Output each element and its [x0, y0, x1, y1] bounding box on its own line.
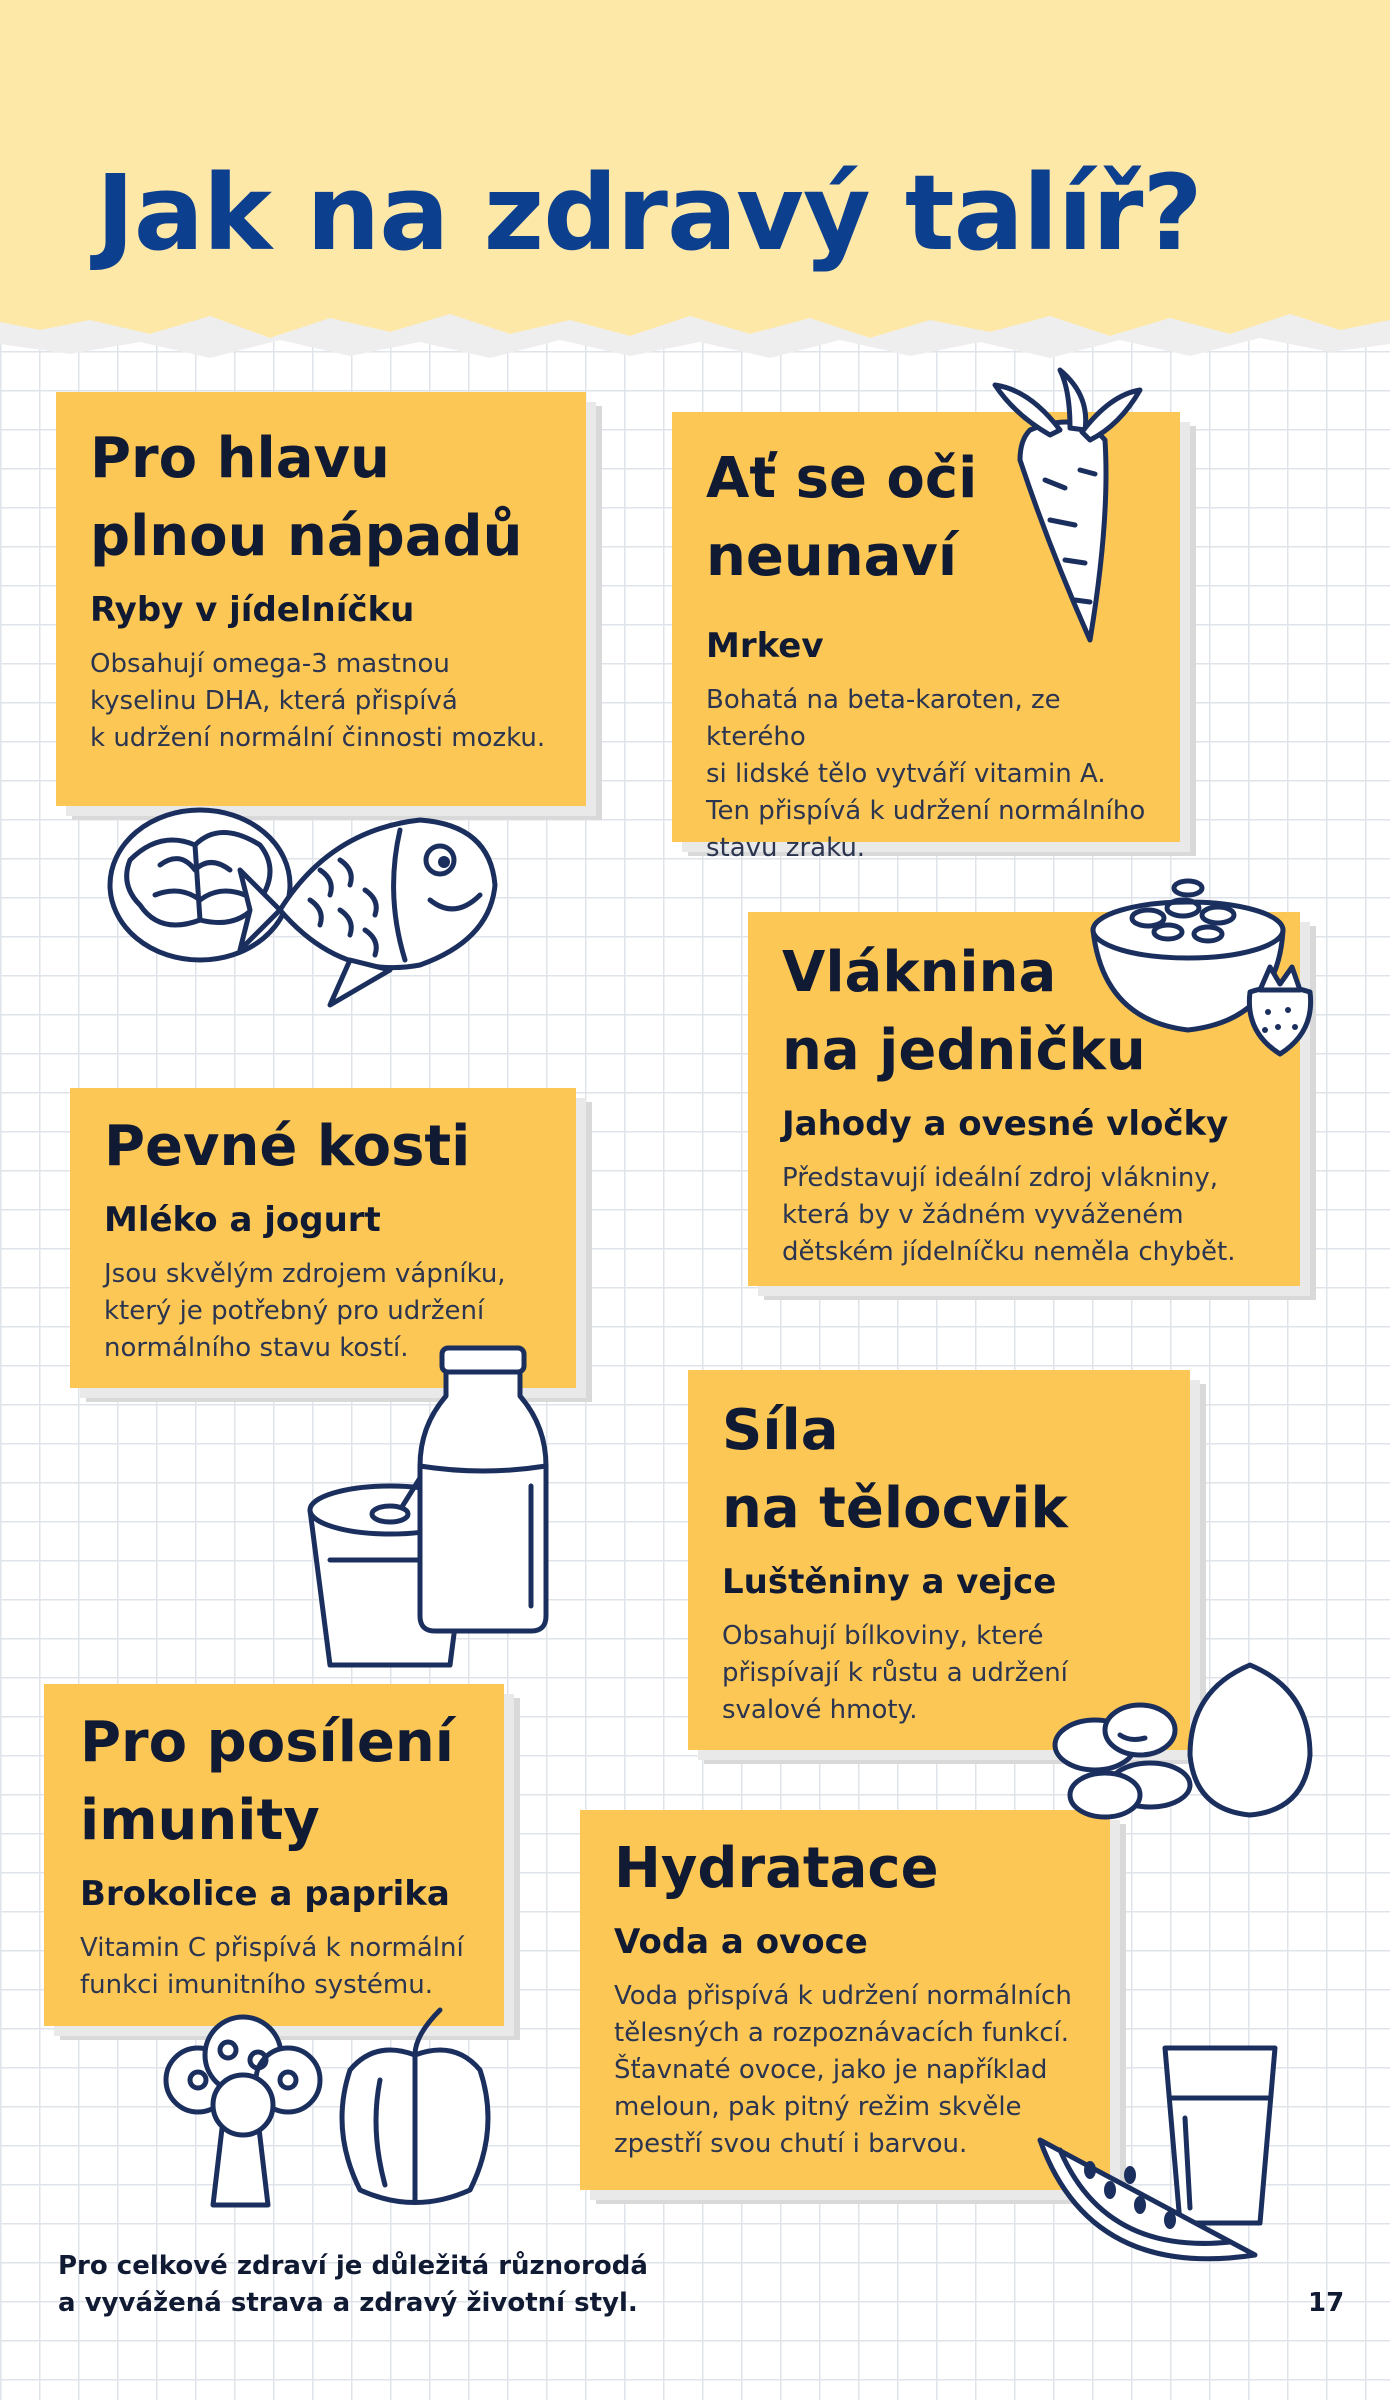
- card-body: [80, 1930, 478, 2004]
- card-body-line: k udržení normální činnosti mozku.: [90, 723, 546, 753]
- card-heading: [90, 420, 560, 576]
- card-body: [706, 682, 1154, 867]
- card-body: [90, 646, 560, 757]
- card-heading: [614, 1830, 1084, 1908]
- card-heading-line: Síla: [722, 1398, 839, 1463]
- card-body-line: funkci imunitního systému.: [80, 1970, 433, 2000]
- card-body-line: svalové hmoty.: [722, 1695, 918, 1725]
- card-body-line: Jsou skvělým zdrojem vápníku,: [104, 1259, 506, 1289]
- milk-bottle-icon: [416, 1346, 550, 1636]
- torn-paper-edge: [0, 300, 1390, 370]
- card-body-line: který je potřebný pro udržení: [104, 1296, 485, 1326]
- card-body-line: zpestří svou chutí i barvou.: [614, 2129, 968, 2159]
- card-heading: [80, 1704, 478, 1860]
- card-body-line: Vitamin C přispívá k normální: [80, 1933, 464, 1963]
- card-body-line: si lidské tělo vytváří vitamin A.: [706, 759, 1106, 789]
- bell-pepper-icon: [330, 2000, 500, 2210]
- footnote-line: Pro celkové zdraví je důležitá různorodá: [58, 2251, 648, 2281]
- card-subtitle: Brokolice a paprika: [80, 1874, 450, 1914]
- footnote: [58, 2248, 658, 2322]
- watermelon-slice-icon: [1030, 2130, 1260, 2290]
- card-brain: [56, 392, 586, 806]
- card-heading: [722, 1392, 1164, 1548]
- card-heading-line: neunaví: [706, 524, 958, 589]
- card-body-line: Bohatá na beta-karoten, ze kterého: [706, 685, 1061, 752]
- card-subtitle: Voda a ovoce: [614, 1922, 868, 1962]
- card-heading-line: Pro posílení: [80, 1710, 454, 1775]
- card-body-line: Obsahují bílkoviny, které: [722, 1621, 1044, 1651]
- card-subtitle: Jahody a ovesné vločky: [782, 1104, 1229, 1144]
- card-subtitle: Mléko a jogurt: [104, 1200, 381, 1240]
- card-body-line: Šťavnaté ovoce, jako je například: [614, 2055, 1048, 2085]
- card-heading-line: Vláknina: [782, 940, 1057, 1005]
- card-body-line: stavu zraku.: [706, 833, 866, 863]
- carrot-icon: [990, 370, 1150, 650]
- card-bones: [70, 1088, 576, 1388]
- card-heading-line: na tělocvik: [722, 1476, 1068, 1541]
- egg-icon: [1185, 1660, 1315, 1820]
- card-body-line: dětském jídelníčku neměla chybět.: [782, 1237, 1236, 1267]
- card-immunity: [44, 1684, 504, 2026]
- footnote-line: a vyvážená strava a zdravý životní styl.: [58, 2288, 638, 2318]
- card-body-line: tělesných a rozpoznávacích funkcí.: [614, 2018, 1070, 2048]
- card-body: [782, 1160, 1274, 1271]
- card-body-line: Voda přispívá k udržení normálních: [614, 1981, 1072, 2011]
- fish-icon: [240, 800, 510, 1010]
- card-subtitle: Ryby v jídelníčku: [90, 590, 415, 630]
- card-body-line: kyselinu DHA, která přispívá: [90, 686, 458, 716]
- card-heading-line: Ať se oči: [706, 446, 978, 511]
- strawberry-icon: [1240, 962, 1320, 1057]
- card-body-line: normálního stavu kostí.: [104, 1333, 409, 1363]
- card-heading: [104, 1108, 550, 1186]
- card-heading-line: plnou nápadů: [90, 504, 523, 569]
- broccoli-icon: [158, 2010, 328, 2210]
- page-number: 17: [1308, 2288, 1345, 2318]
- card-heading-line: na jedničku: [782, 1018, 1146, 1083]
- card-heading-line: Pevné kosti: [104, 1114, 471, 1179]
- card-body-line: která by v žádném vyváženém: [782, 1200, 1184, 1230]
- card-body-line: přispívají k růstu a udržení: [722, 1658, 1068, 1688]
- card-heading-line: Hydratace: [614, 1836, 939, 1901]
- card-subtitle: Mrkev: [706, 626, 824, 666]
- card-body-line: meloun, pak pitný režim skvěle: [614, 2092, 1022, 2122]
- page-title: Jak na zdravý talíř?: [96, 151, 1202, 274]
- card-heading-line: Pro hlavu: [90, 426, 390, 491]
- card-body-line: Obsahují omega-3 mastnou: [90, 649, 450, 679]
- card-heading-line: imunity: [80, 1788, 320, 1853]
- card-body: [614, 1978, 1084, 2163]
- card-subtitle: Luštěniny a vejce: [722, 1562, 1057, 1602]
- card-body-line: Představují ideální zdroj vlákniny,: [782, 1163, 1219, 1193]
- card-body-line: Ten přispívá k udržení normálního: [706, 796, 1146, 826]
